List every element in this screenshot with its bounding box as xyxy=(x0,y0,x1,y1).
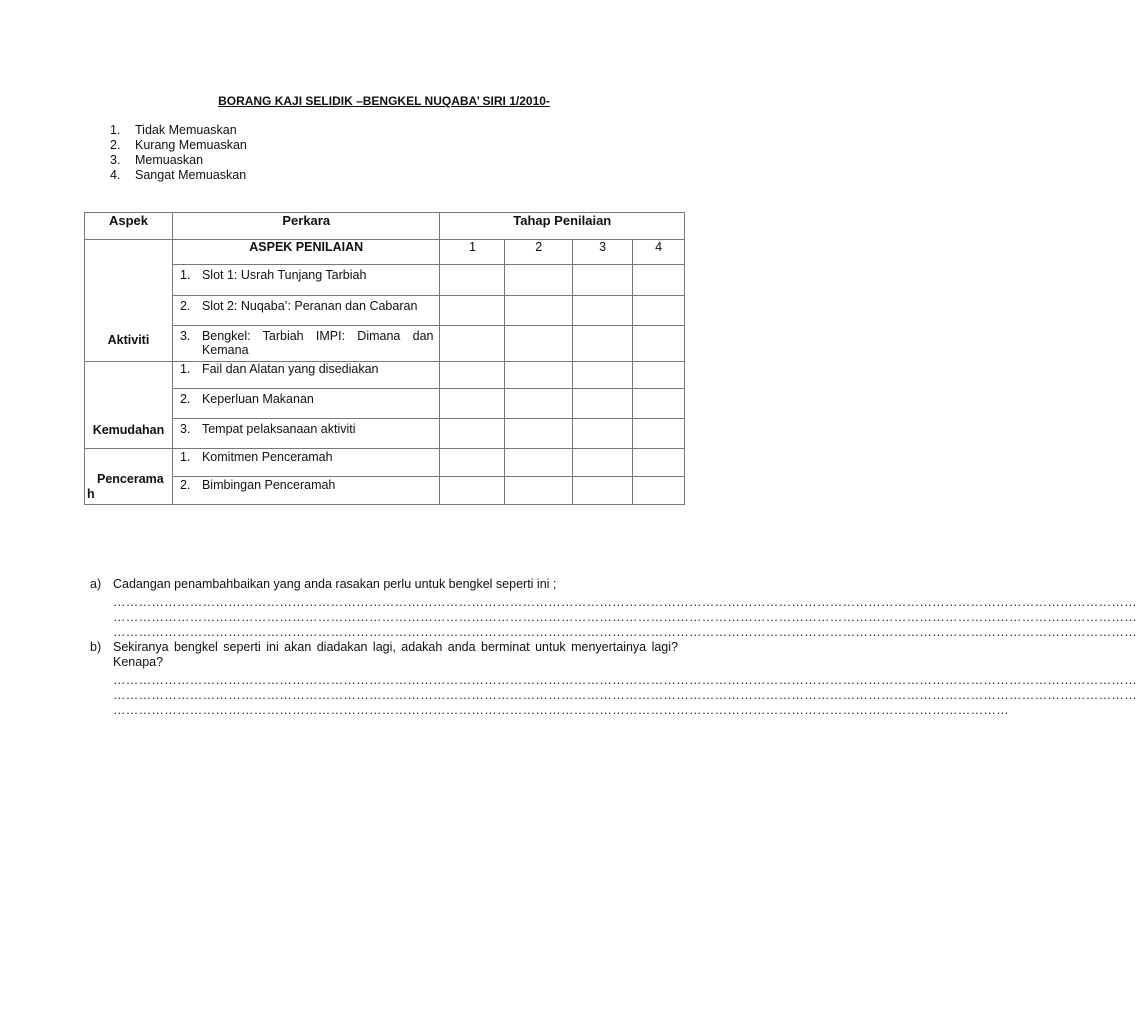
answer-line[interactable]: …………………………………………………………………………………………………………………………………………………………………………………………………………………… xyxy=(113,595,1137,609)
table-row xyxy=(85,419,685,449)
level-3-header: 3 xyxy=(573,240,633,265)
rating-cell[interactable] xyxy=(633,296,685,326)
table-row xyxy=(85,389,685,419)
rating-scale-legend xyxy=(110,123,247,183)
rating-cell[interactable] xyxy=(440,419,505,449)
item-cell: 3. Tempat pelaksanaan aktiviti xyxy=(172,419,440,449)
rating-cell[interactable] xyxy=(440,362,505,389)
header-aspek: Aspek xyxy=(85,213,173,240)
rating-cell[interactable] xyxy=(633,265,685,296)
item-cell: 3. Bengkel: Tarbiah IMPI: Dimana dan Kemana xyxy=(172,326,440,362)
rating-cell[interactable] xyxy=(505,265,573,296)
item-cell: 2. Slot 2: Nuqaba’: Peranan dan Cabaran xyxy=(172,296,440,326)
question-label: a) xyxy=(90,577,102,591)
level-4-header: 4 xyxy=(633,240,685,265)
table-row xyxy=(85,477,685,505)
rating-cell[interactable] xyxy=(573,477,633,505)
item-cell: 1. Fail dan Alatan yang disediakan xyxy=(172,362,440,389)
question-text: Cadangan penambahbaikan yang anda rasakan perlu untuk bengkel seperti ini ; xyxy=(113,577,557,591)
rating-cell[interactable] xyxy=(573,419,633,449)
table-row xyxy=(85,326,685,362)
rating-cell[interactable] xyxy=(573,326,633,362)
item-cell: 1. Slot 1: Usrah Tunjang Tarbiah xyxy=(172,265,440,296)
header-tahap-penilaian: Tahap Penilaian xyxy=(440,213,685,240)
subheader-aspek-penilaian: ASPEK PENILAIAN xyxy=(172,240,440,265)
rating-cell[interactable] xyxy=(505,419,573,449)
answer-line[interactable]: …………………………………………………………………………………………………………………………………………………………………………………………………………………… xyxy=(113,625,1137,639)
form-title: BORANG KAJI SELIDIK –BENGKEL NUQABA’ SIRI 1/2010- xyxy=(218,94,550,108)
item-cell: 2. Bimbingan Penceramah xyxy=(172,477,440,505)
question-text: Sekiranya bengkel seperti ini akan diadakan lagi, adakah anda berminat untuk menyertainya lagi? Kenapa? xyxy=(113,640,678,669)
rating-cell[interactable] xyxy=(573,362,633,389)
table-header-row xyxy=(85,213,685,240)
rating-cell[interactable] xyxy=(633,326,685,362)
table-row xyxy=(85,362,685,389)
level-2-header: 2 xyxy=(505,240,573,265)
rating-cell[interactable] xyxy=(633,477,685,505)
table-row xyxy=(85,296,685,326)
rating-cell[interactable] xyxy=(505,362,573,389)
answer-line[interactable]: …………………………………………………………………………………………………………………………………………………………………………………………………………………… xyxy=(113,673,1137,687)
rating-cell[interactable] xyxy=(505,296,573,326)
rating-cell[interactable] xyxy=(505,326,573,362)
rating-cell[interactable] xyxy=(440,326,505,362)
rating-cell[interactable] xyxy=(633,389,685,419)
answer-line[interactable]: …………………………………………………………………………………………………………………………………………………………………………………………………………………… xyxy=(113,688,1137,702)
rating-cell[interactable] xyxy=(505,449,573,477)
rating-cell[interactable] xyxy=(633,362,685,389)
scale-item: 2. Kurang Memuaskan xyxy=(110,138,247,152)
question-label: b) xyxy=(90,640,102,654)
scale-item: 1. Tidak Memuaskan xyxy=(110,123,237,137)
answer-line[interactable]: …………………………………………………………………………………………………………………………………………………………………………………………………………………… xyxy=(113,610,1137,624)
rating-cell[interactable] xyxy=(633,449,685,477)
rating-cell[interactable] xyxy=(440,296,505,326)
rating-cell[interactable] xyxy=(440,477,505,505)
rating-cell[interactable] xyxy=(440,449,505,477)
category-kemudahan: Kemudahan xyxy=(85,362,173,449)
scale-item: 4. Sangat Memuaskan xyxy=(110,168,247,182)
rating-cell[interactable] xyxy=(633,419,685,449)
header-perkara: Perkara xyxy=(172,213,440,240)
category-penceramah: Pencerama h xyxy=(85,449,173,505)
rating-cell[interactable] xyxy=(440,389,505,419)
question-a xyxy=(90,577,1137,640)
rating-cell[interactable] xyxy=(505,389,573,419)
question-b xyxy=(90,640,1137,718)
item-cell: 2. Keperluan Makanan xyxy=(172,389,440,419)
table-subheader-row xyxy=(85,240,685,265)
table-row xyxy=(85,449,685,477)
rating-cell[interactable] xyxy=(505,477,573,505)
table-row xyxy=(85,265,685,296)
rating-cell[interactable] xyxy=(573,389,633,419)
rating-cell[interactable] xyxy=(440,265,505,296)
category-aktiviti: Aktiviti xyxy=(85,240,173,362)
level-1-header: 1 xyxy=(440,240,505,265)
rating-cell[interactable] xyxy=(573,296,633,326)
rating-cell[interactable] xyxy=(573,265,633,296)
evaluation-table xyxy=(84,212,685,505)
item-cell: 1. Komitmen Penceramah xyxy=(172,449,440,477)
answer-line[interactable]: ………………………………………………………………………………………………………………………………………………………………………………………… xyxy=(113,703,1009,717)
rating-cell[interactable] xyxy=(573,449,633,477)
scale-item: 3. Memuaskan xyxy=(110,153,204,167)
